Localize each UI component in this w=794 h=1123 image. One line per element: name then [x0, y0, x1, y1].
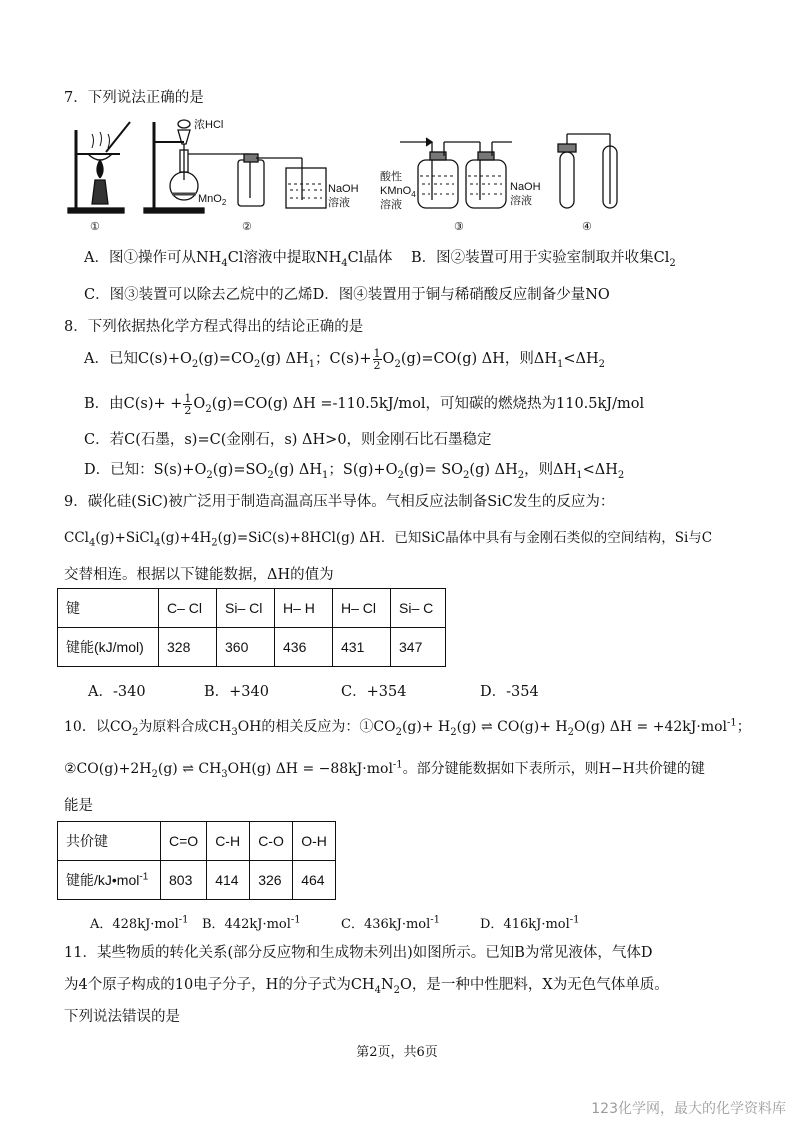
q9-option-d: D．-354: [480, 684, 539, 700]
label-soln-2: 溶液: [328, 197, 350, 209]
alcohol-lamp: [92, 180, 108, 204]
q10-line-3: 能是: [64, 798, 93, 814]
table-header-cell: H– H: [275, 589, 333, 628]
table-row: [58, 589, 446, 628]
table-row: [58, 861, 336, 900]
figure-num-3: ③: [454, 221, 464, 233]
figure-num-4: ④: [582, 221, 592, 233]
table-cell: 326: [250, 861, 293, 900]
q7-option-b: B．图②装置可用于实验室制取并收集$Cl_2$: [410, 250, 676, 269]
table-cell: 464: [293, 861, 336, 900]
table-header-cell: O-H: [293, 822, 336, 861]
q10-line-2: $②CO(g)+2H_2(g)$ ⇌ $CH_3OH(g) \Delta H = -88kJ\cdot mol^{-1}$。部分键能数据如下表所示，则H−H共价键的键: [64, 759, 705, 780]
figure-num-1: ①: [90, 221, 100, 233]
table-row: [58, 628, 446, 667]
label-mno2: MnO$_2$: [198, 193, 227, 207]
q11-line-2: 为4个原子构成的10电子分子，H的分子式为$CH_4N_2O$，是一种中性肥料，X为无色气体单质。: [64, 977, 669, 996]
q10-option-a: A．428kJ·mol$^{-1}$: [90, 914, 189, 932]
table-cell: 347: [391, 628, 446, 667]
page-footer: 第2页，共6页: [356, 1045, 438, 1060]
q10-option-b: B．442kJ·mol$^{-1}$: [202, 914, 301, 932]
q10-option-c: C．436kJ·mol$^{-1}$: [341, 914, 441, 932]
table-cell: 803: [161, 861, 207, 900]
table-cell: 431: [333, 628, 391, 667]
table-header-cell: Si– Cl: [217, 589, 275, 628]
table-header-cell: C-O: [250, 822, 293, 861]
table-header-cell: C=O: [161, 822, 207, 861]
stand-base-2: [144, 208, 204, 213]
q11-line-3: 下列说法错误的是: [64, 1009, 180, 1025]
q10-option-d: D．416kJ·mol$^{-1}$: [480, 914, 580, 932]
table-header-cell: 共价键: [58, 822, 161, 861]
q9-line-1: 9．碳化硅(SiC)被广泛用于制造高温高压半导体。气相反应法制备SiC发生的反应为：: [64, 494, 615, 510]
q7-option-a: A．图①操作可从$NH_4Cl$溶液中提取$NH_4Cl$晶体 B．图②装置可用于实验室制取并收集$Cl_2$: [84, 250, 676, 269]
q7-option-d: D．图④装置用于铜与稀硝酸反应制备少量NO: [312, 287, 610, 303]
q8-option-d: D．已知：$S(s)+O_2(g)=SO_2(g)$ $\Delta H_1$；$S(g)+O_2(g)= SO_2(g)$ $\Delta H_2$，则$\Delta H_1<\Delta H_2$: [84, 462, 625, 481]
figure-num-2: ②: [242, 221, 252, 233]
q9-line-2: $CCl_4(g)+SiCl_4(g)+4H_2(g)=SiC(s)+8HCl(g)$ ΔH．已知SiC晶体中具有与金刚石类似的空间结构，Si与C: [64, 530, 713, 549]
q11-line-1: 11．某些物质的转化关系(部分反应物和生成物未列出)如图所示。已知B为常见液体，气体D: [64, 945, 653, 961]
table-header-cell: 键: [58, 589, 159, 628]
table-row-label: 键能(kJ/mol): [58, 628, 159, 667]
q7-option-c-d: [84, 283, 610, 304]
q9-option-b: B．+340: [204, 684, 269, 700]
label-kmno4: KMnO$_4$: [380, 185, 416, 199]
q8-option-b: B．由C(s)+ + $\frac{1}{2}$ $O_2(g)=CO(g)$ ΔH =-110.5kJ/mol，可知碳的燃烧热为110.5kJ/mol: [84, 391, 645, 417]
gas-collecting-bottle: [238, 160, 264, 206]
q9-bond-table: [57, 588, 446, 667]
q10-line-1: 10．以$CO_2$为原料合成$CH_3OH$的相关反应为：$①CO_2(g)+ H_2(g)$ ⇌ $CO(g)+ H_2O(g) \Delta H = +42kJ\cdot mol^{-1}$；: [64, 717, 751, 738]
table-header-cell: C-H: [207, 822, 250, 861]
label-soln-3b: 溶液: [510, 195, 532, 207]
beaker-naoh: [286, 168, 326, 208]
flame: [97, 160, 103, 178]
q9-option-c: C．+354: [341, 684, 407, 700]
q9-option-a: A．-340: [88, 684, 146, 700]
q8-stem: 8．下列依据热化学方程式得出的结论正确的是: [64, 319, 364, 335]
vapor-lines: [92, 132, 110, 148]
table-cell: 414: [207, 861, 250, 900]
q10-bond-table: [57, 821, 336, 900]
test-tube-1: [560, 152, 574, 208]
label-soln-3a: 溶液: [380, 199, 402, 211]
table-header-cell: H– Cl: [333, 589, 391, 628]
q7-option-c: C．图③装置可以除去乙烷中的乙烯: [84, 287, 313, 303]
q7-stem: 7．下列说法正确的是: [64, 90, 204, 106]
table-header-cell: C– Cl: [159, 589, 217, 628]
table-cell: 360: [217, 628, 275, 667]
watermark: 123化学网，最大的化学资料库: [591, 1101, 786, 1117]
label-hcl: 浓HCl: [194, 119, 224, 131]
q9-line-3: 交替相连。根据以下键能数据，ΔH的值为: [64, 567, 334, 583]
table-header-cell: Si– C: [391, 589, 446, 628]
table-cell: 436: [275, 628, 333, 667]
label-naoh-3: NaOH: [510, 181, 541, 193]
label-acid: 酸性: [380, 171, 402, 183]
table-row: [58, 822, 336, 861]
table-cell: 328: [159, 628, 217, 667]
table-row-label: 键能/kJ•mol$^{-1}$: [58, 861, 161, 900]
apparatus-figure: [62, 112, 632, 234]
label-naoh-2: NaOH: [328, 183, 359, 195]
stand-base-1: [68, 208, 124, 213]
q8-option-c: C．若C(石墨，s)=C(金刚石，s) ΔH>0，则金刚石比石墨稳定: [84, 432, 492, 448]
q8-option-a: A．已知$C(s)+O_2(g)=CO_2(g)$ $\Delta H_1$；C(s)+ $\frac{1}{2}$ $O_2(g)=CO(g)$ ΔH，则$\Delta H_1<\Delta H_2$: [84, 346, 606, 372]
